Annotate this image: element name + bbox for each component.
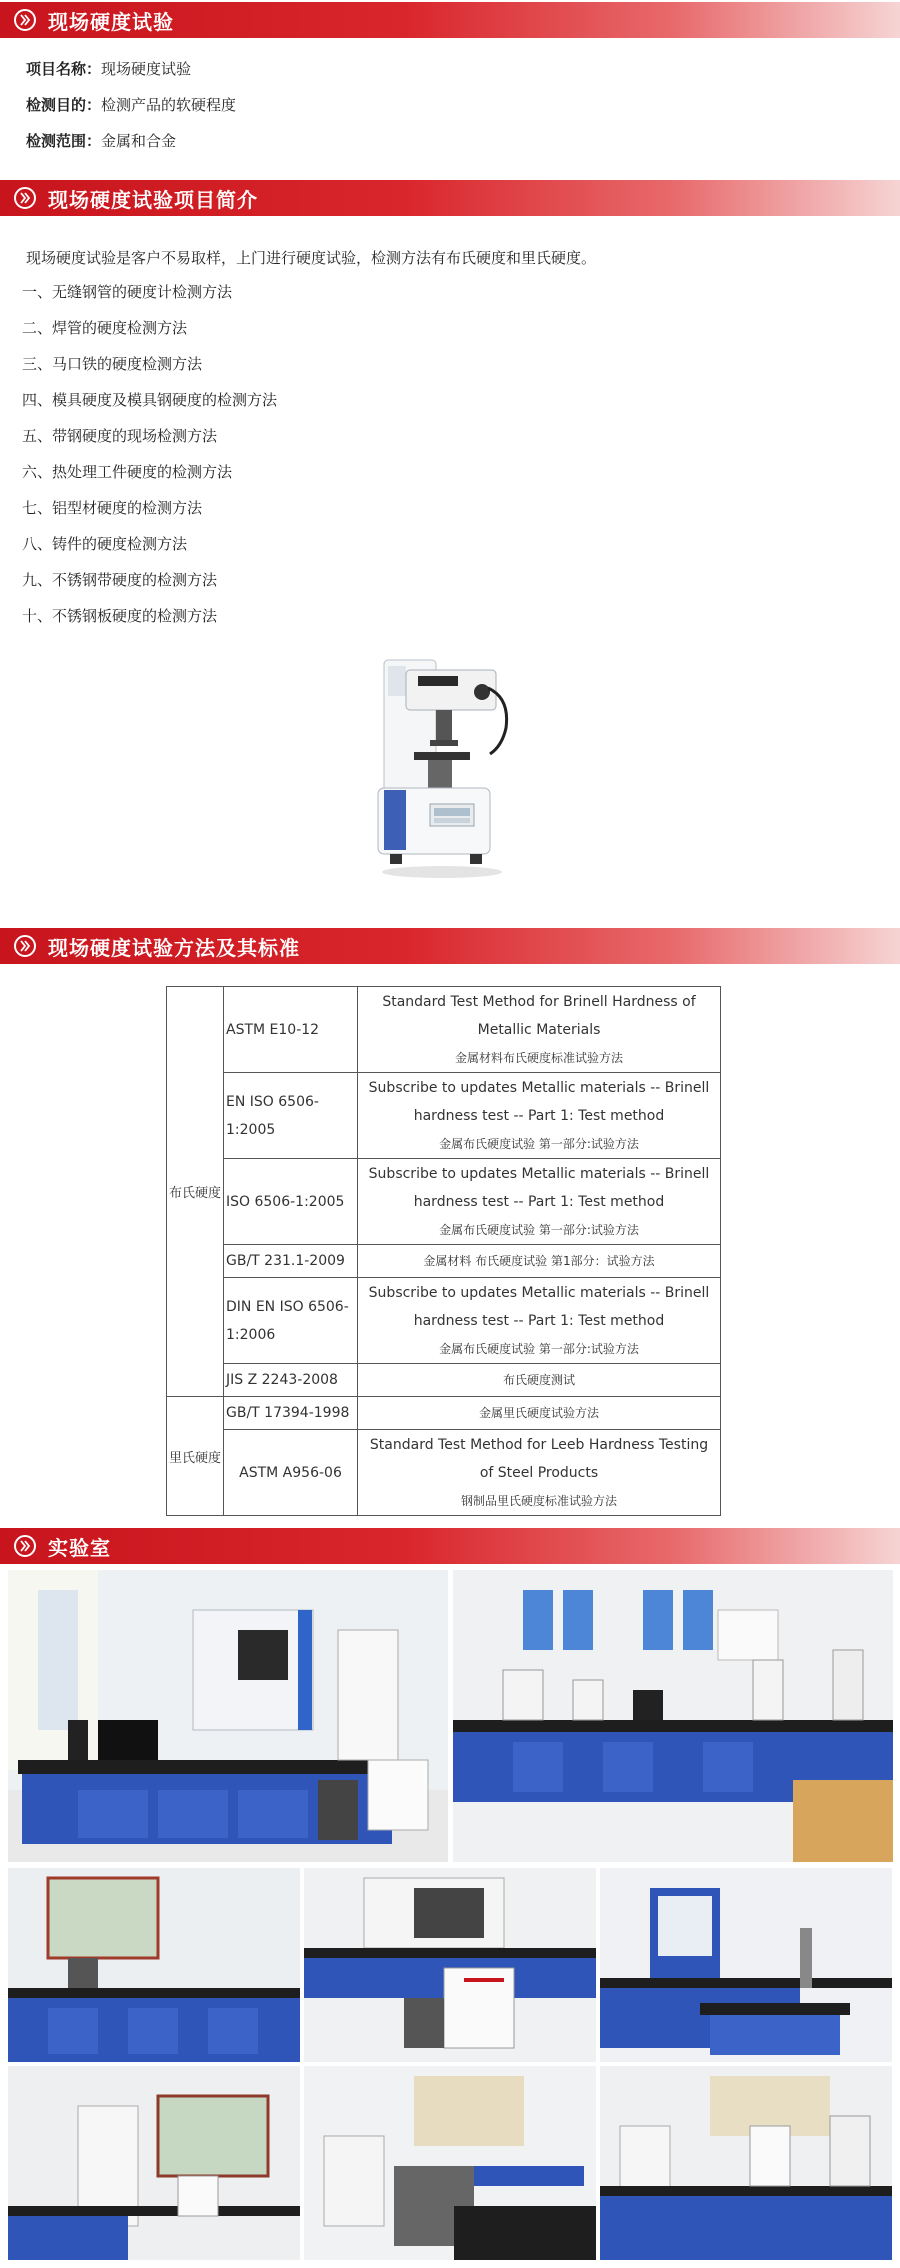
standard-description [358, 1245, 721, 1278]
standard-description [358, 1278, 721, 1364]
category-brinell: 布氏硬度 [167, 987, 224, 1397]
list-item: 十、不锈钢板硬度的检测方法 [22, 607, 218, 625]
standard-description [358, 1430, 721, 1516]
project-purpose-line [26, 94, 236, 115]
standard-title-cn: 金属布氏硬度试验 第一部分:试验方法 [439, 1136, 639, 1151]
lab-photo [304, 1868, 596, 2062]
standard-title-en: Standard Test Method for Brinell Hardness of Metallic Materials [382, 993, 696, 1038]
table-row [167, 1430, 721, 1516]
lab-photo [8, 1868, 300, 2062]
lab-photo [453, 1570, 893, 1862]
list-item: 八、铸件的硬度检测方法 [22, 535, 188, 553]
standard-title-cn: 布氏硬度测试 [502, 1373, 575, 1387]
list-item: 五、带钢硬度的现场检测方法 [22, 427, 218, 445]
standard-code: EN ISO 6506-1:2005 [224, 1073, 358, 1159]
list-item: 三、马口铁的硬度检测方法 [22, 355, 203, 373]
standard-title-cn: 金属材料 布氏硬度试验 第1部分：试验方法 [423, 1254, 655, 1268]
lab-photo [8, 1570, 448, 1862]
standard-description [358, 1397, 721, 1430]
lab-photo [8, 2066, 300, 2260]
lab-photo [600, 2066, 892, 2260]
project-name-label: 项目名称： [26, 60, 102, 78]
standard-code: GB/T 17394-1998 [224, 1397, 358, 1430]
project-purpose-value: 检测产品的软硬程度 [101, 96, 237, 114]
standard-title-en: Subscribe to updates Metallic materials -- Brinell hardness test -- Part 1: Test method [368, 1079, 710, 1124]
chevron-right-circle-icon [14, 935, 36, 957]
standard-title-cn: 金属布氏硬度试验 第一部分:试验方法 [439, 1222, 639, 1237]
standard-title-cn: 金属里氏硬度试验方法 [478, 1406, 599, 1420]
section-title: 现场硬度试验方法及其标准 [48, 935, 300, 960]
section-header-laboratory [0, 1528, 900, 1564]
project-scope-value: 金属和合金 [101, 132, 177, 150]
project-scope-label: 检测范围： [26, 132, 102, 150]
table-row [167, 1245, 721, 1278]
section-title: 现场硬度试验项目简介 [48, 187, 258, 212]
section-header-intro [0, 180, 900, 216]
table-row [167, 1159, 721, 1245]
standard-code: ASTM E10-12 [224, 987, 358, 1073]
list-item: 二、焊管的硬度检测方法 [22, 319, 188, 337]
list-item: 七、铝型材硬度的检测方法 [22, 499, 203, 517]
chevron-right-circle-icon [14, 187, 36, 209]
standard-code: GB/T 231.1-2009 [224, 1245, 358, 1278]
standard-description [358, 1159, 721, 1245]
list-item: 九、不锈钢带硬度的检测方法 [22, 571, 218, 589]
standard-title-en: Subscribe to updates Metallic materials -- Brinell hardness test -- Part 1: Test method [368, 1165, 710, 1210]
chevron-right-circle-icon [14, 9, 36, 31]
standard-title-cn: 钢制品里氏硬度标准试验方法 [460, 1493, 617, 1508]
standards-table [166, 986, 721, 1516]
section-title: 现场硬度试验 [48, 9, 174, 34]
category-leeb: 里氏硬度 [167, 1397, 224, 1516]
list-item: 六、热处理工件硬度的检测方法 [22, 463, 233, 481]
lab-photo [304, 2066, 596, 2260]
table-row [167, 1278, 721, 1364]
list-item: 一、无缝钢管的硬度计检测方法 [22, 283, 233, 301]
project-purpose-label: 检测目的： [26, 96, 102, 114]
standard-code: ASTM A956-06 [224, 1430, 358, 1516]
lab-photo [600, 1868, 892, 2062]
table-row [167, 1397, 721, 1430]
standard-code: ISO 6506-1:2005 [224, 1159, 358, 1245]
section-header-standards [0, 928, 900, 964]
standard-description [358, 1073, 721, 1159]
table-row [167, 987, 721, 1073]
section-title: 实验室 [48, 1535, 111, 1560]
list-item: 四、模具硬度及模具钢硬度的检测方法 [22, 391, 278, 409]
table-row [167, 1364, 721, 1397]
standard-title-en: Standard Test Method for Leeb Hardness Testing of Steel Products [369, 1436, 709, 1481]
standard-code: JIS Z 2243-2008 [224, 1364, 358, 1397]
standard-description [358, 987, 721, 1073]
table-row [167, 1073, 721, 1159]
section-header-onsite-hardness [0, 2, 900, 38]
project-name-line [26, 58, 191, 79]
standard-title-cn: 金属材料布氏硬度标准试验方法 [454, 1050, 623, 1065]
intro-paragraph: 现场硬度试验是客户不易取样，上门进行硬度试验，检测方法有布氏硬度和里氏硬度。 [26, 249, 597, 267]
method-list [22, 280, 277, 640]
standard-description [358, 1364, 721, 1397]
project-scope-line [26, 130, 176, 151]
project-name-value: 现场硬度试验 [101, 60, 192, 78]
standard-title-cn: 金属布氏硬度试验 第一部分:试验方法 [439, 1341, 639, 1356]
chevron-right-circle-icon [14, 1535, 36, 1557]
standard-title-en: Subscribe to updates Metallic materials -- Brinell hardness test -- Part 1: Test method [368, 1284, 710, 1329]
standard-code: DIN EN ISO 6506-1:2006 [224, 1278, 358, 1364]
hardness-tester-image [370, 658, 530, 884]
